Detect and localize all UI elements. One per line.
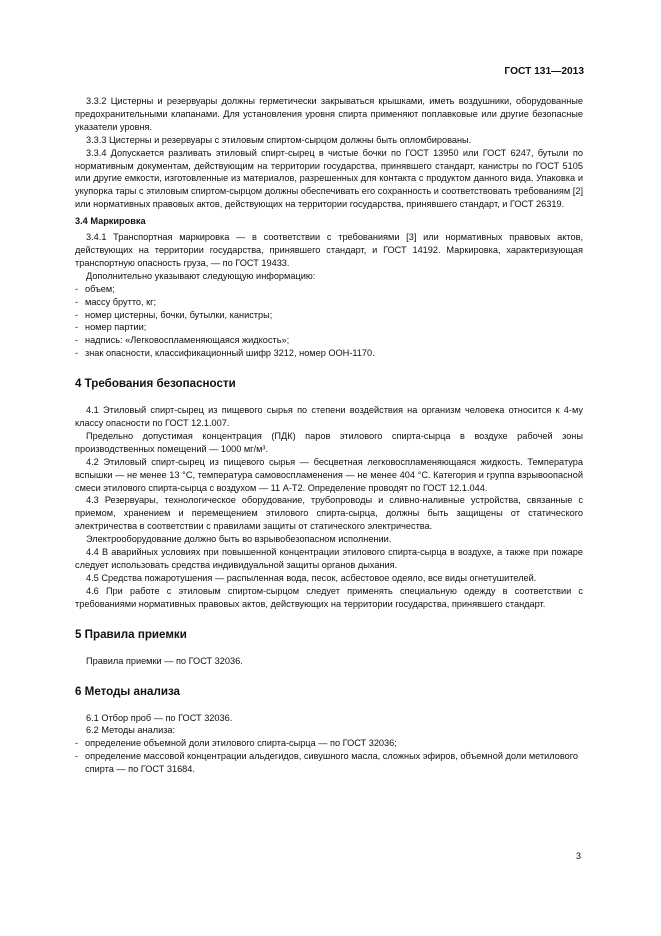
paragraph: 4.6 При работе с этиловым спиртом-сырцом следует применять специальную одежду в соответствии с требованиями нормативных правовых актов, действующих на территории государства, принявшего стандарт. (75, 585, 583, 609)
paragraph: 6.2 Методы анализа: (86, 725, 176, 736)
list-bullet: - (75, 296, 79, 307)
list-item-text: надпись: «Легковоспламеняющаяся жидкость»; (85, 335, 290, 346)
list-item-text: определение массовой концентрации альдегидов, сивушного масла, сложных эфиров, объемной доли метилового спирта — по ГОСТ 31684. (85, 751, 579, 775)
list-item (75, 309, 583, 322)
list-item-text: массу брутто, кг; (85, 296, 157, 307)
paragraph: 3.4.1 Транспортная маркировка — в соответствии с требованиями [3] или нормативных правовых актов, действующих на территории государства, принявшего стандарт, и ГОСТ 14192. Маркировка, характеризующая транспортную опасность груза, — по ГОСТ 19433. (75, 232, 583, 268)
list-item (75, 283, 583, 296)
list-bullet: - (75, 283, 79, 294)
list-item (75, 296, 583, 309)
document-header: ГОСТ 131—2013 (504, 66, 584, 77)
list-bullet: - (75, 322, 79, 333)
list-bullet: - (75, 348, 79, 359)
list-item-text: номер цистерны, бочки, бутылки, канистры; (85, 309, 273, 320)
list-item-text: знак опасности, классификационный шифр 3212, номер ООН-1170. (85, 348, 375, 359)
paragraph: 3.3.2 Цистерны и резервуары должны герметически закрываться крышками, иметь воздушники, оборудованные предохранительными клапанами. Для установления уровня спирта применяют поплавковые или другие безопасные указатели уровня. (75, 96, 583, 132)
paragraph: Правила приемки — по ГОСТ 32036. (86, 655, 243, 666)
list-item-text: номер партии; (85, 322, 147, 333)
section-heading: 4 Требования безопасности (75, 377, 236, 391)
section-heading: 5 Правила приемки (75, 627, 187, 641)
list-item (75, 737, 583, 750)
list-bullet: - (75, 738, 79, 749)
paragraph: 4.3 Резервуары, технологическое оборудование, трубопроводы и сливно-наливные устройства, связанные с приемом, хранением и перемещением этилового спирта-сырца, должны быть защищены от статического электричества в соответствии с правилами защиты от статического электричества. (75, 495, 583, 532)
subsection-heading: 3.4 Маркировка (75, 216, 146, 227)
list-item (75, 347, 583, 360)
section-heading: 6 Методы анализа (75, 684, 181, 698)
paragraph: 4.5 Средства пожаротушения — распыленная вода, песок, асбестовое одеяло, все виды огнетушителей. (86, 572, 537, 583)
document-body (75, 95, 583, 776)
paragraph: 3.3.4 Допускается разливать этиловый спирт-сырец в чистые бочки по ГОСТ 13950 или ГОСТ 6247, бутыли по нормативным документам, действующим на территории государства, принявшего стандарт, канистры по ГОСТ 5105 или другие емкости, изготовленные из материалов, разрешенных для контакта с продуктом данного вида. Упаковка и укупорка тары с этиловым спиртом-сырцом должны обеспечивать его сохранность и соответствовать требованиям [2] или нормативных правовых актов, действующих на территории государства, принявшего стандарт, и ГОСТ 26319. (75, 147, 583, 210)
list-bullet: - (75, 335, 79, 346)
paragraph: 6.1 Отбор проб — по ГОСТ 32036. (86, 712, 233, 723)
paragraph: Предельно допустимая концентрация (ПДК) паров этилового спирта-сырца в воздухе рабочей зоны производственных помещений — 1000 мг/м³. (75, 430, 583, 454)
paragraph: 4.1 Этиловый спирт-сырец из пищевого сырья по степени воздействия на организм человека относится к 4-му классу опасности по ГОСТ 12.1.007. (75, 405, 583, 429)
list-bullet: - (75, 309, 79, 320)
list-item (75, 334, 583, 347)
paragraph: Дополнительно указывают следующую информацию: (86, 270, 316, 281)
paragraph: 3.3.3 Цистерны и резервуары с этиловым спиртом-сырцом должны быть опломбированы. (86, 134, 472, 145)
list-bullet: - (75, 751, 79, 762)
paragraph: 4.4 В аварийных условиях при повышенной концентрации этилового спирта-сырца в воздухе, а также при пожаре следует использовать средства индивидуальной защиты органов дыхания. (75, 547, 583, 570)
page-number: 3 (575, 851, 581, 861)
paragraph: 4.2 Этиловый спирт-сырец из пищевого сырья — бесцветная легковоспламеняющаяся жидкость. Температура вспышки — не менее 13 °С, температура самовоспламенения — не менее 404 °С. Категория и группа взрывоопасной смеси этилового спирта-сырца с воздухом — 11 А-Т2. Определение проводят по ГОСТ 12.1.044. (75, 456, 583, 493)
list-item-text: определение объемной доли этилового спирта-сырца — по ГОСТ 32036; (85, 738, 397, 749)
list-item (75, 750, 583, 776)
list-item-text: объем; (85, 283, 115, 294)
list-item (75, 321, 583, 334)
paragraph: Электрооборудование должно быть во взрывобезопасном исполнении. (86, 534, 392, 545)
